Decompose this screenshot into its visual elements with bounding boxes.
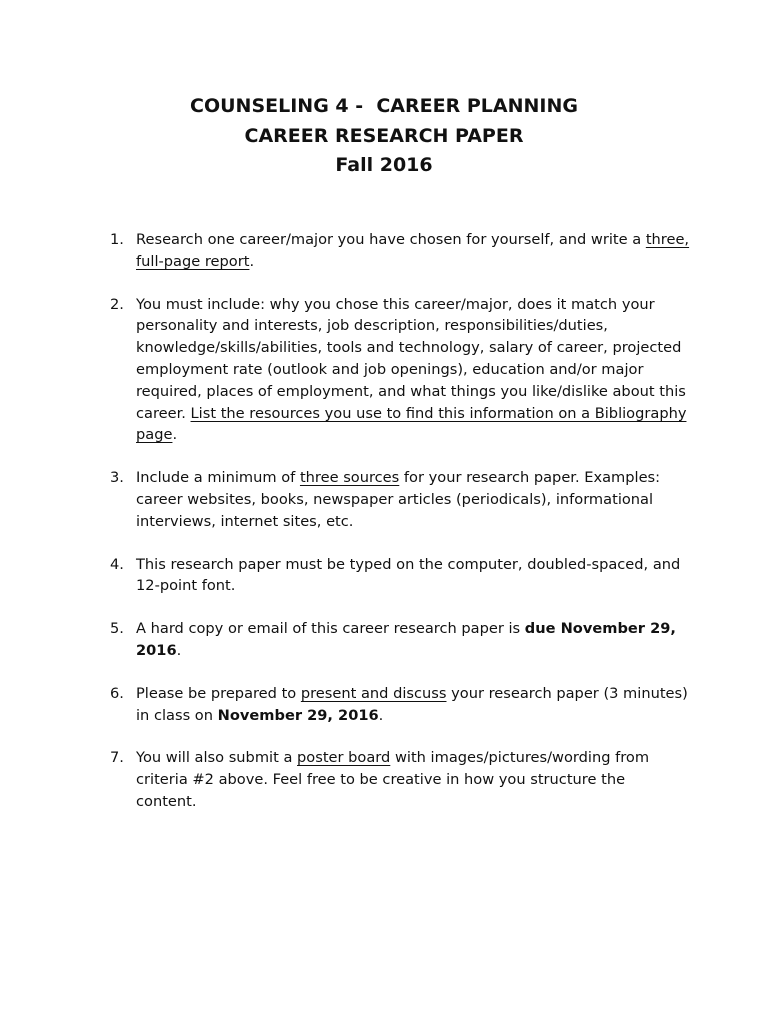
text-segment: . xyxy=(249,252,255,270)
underlined-text: List the resources you use to find this information on a Bibliography page xyxy=(136,404,687,444)
item-number: 3. xyxy=(110,469,124,487)
title-block xyxy=(0,92,768,181)
item-text xyxy=(136,554,690,598)
assignment-title: CAREER RESEARCH PAPER xyxy=(244,124,524,147)
list-item-7 xyxy=(110,747,690,812)
list-item-2 xyxy=(110,294,690,447)
instructions-list xyxy=(110,229,690,813)
list-item-4 xyxy=(110,554,690,598)
course-title: COUNSELING 4 - CAREER PLANNING xyxy=(190,95,578,117)
text-segment: for your research paper. Examples: career websites, books, newspaper articles (periodicals), informational interviews, internet sites, etc. xyxy=(136,469,661,530)
text-segment: . xyxy=(172,426,178,444)
term-title: Fall 2016 xyxy=(335,154,433,176)
item-text xyxy=(136,294,690,447)
underlined-text: three, full-page report xyxy=(136,231,690,270)
item-text xyxy=(136,618,690,662)
presentation-date-bold: November 29, 2016 xyxy=(217,706,379,724)
text-segment: Include a minimum of xyxy=(136,469,300,487)
item-number: 6. xyxy=(110,684,124,702)
item-text xyxy=(136,683,690,727)
text-segment: A hard copy or email of this career research paper is xyxy=(136,620,525,638)
text-segment: You will also submit a xyxy=(136,749,298,767)
text-segment: This research paper must be typed on the computer, doubled-spaced, and 12-point font. xyxy=(136,555,681,595)
item-number: 7. xyxy=(110,749,124,767)
underlined-text: present and discuss xyxy=(300,684,447,702)
list-item-5 xyxy=(110,618,690,662)
list-item-3 xyxy=(110,467,690,532)
underlined-text: three sources xyxy=(299,469,400,487)
item-text xyxy=(136,747,690,812)
text-segment: . xyxy=(176,641,182,659)
text-segment: You must include: why you chose this career/major, does it match your personality and interests, job description, responsibilities/duties, knowledge/skills/abilities, tools and technology, salary of career, projected employment rate (outlook and job openings), education and/or major required, places of employment, and what things you like/dislike about this career. xyxy=(136,295,686,422)
item-number: 5. xyxy=(110,620,124,638)
list-item-6 xyxy=(110,683,690,727)
text-segment: your research paper (3 minutes) in class on xyxy=(136,684,688,724)
item-text xyxy=(136,229,690,273)
text-segment: Research one career/major you have chosen for yourself, and write a xyxy=(136,231,646,248)
text-segment: . xyxy=(378,706,384,724)
item-text xyxy=(136,467,690,532)
item-number: 4. xyxy=(110,555,124,573)
item-number: 1. xyxy=(110,231,124,248)
text-segment: Please be prepared to xyxy=(136,684,301,702)
due-date-bold: due November 29, 2016 xyxy=(136,620,676,659)
list-item-1 xyxy=(110,229,690,273)
item-number: 2. xyxy=(110,295,124,313)
underlined-text: poster board xyxy=(297,749,391,767)
text-segment: with images/pictures/wording from criteria #2 above. Feel free to be creative in how you structure the content. xyxy=(136,749,650,810)
